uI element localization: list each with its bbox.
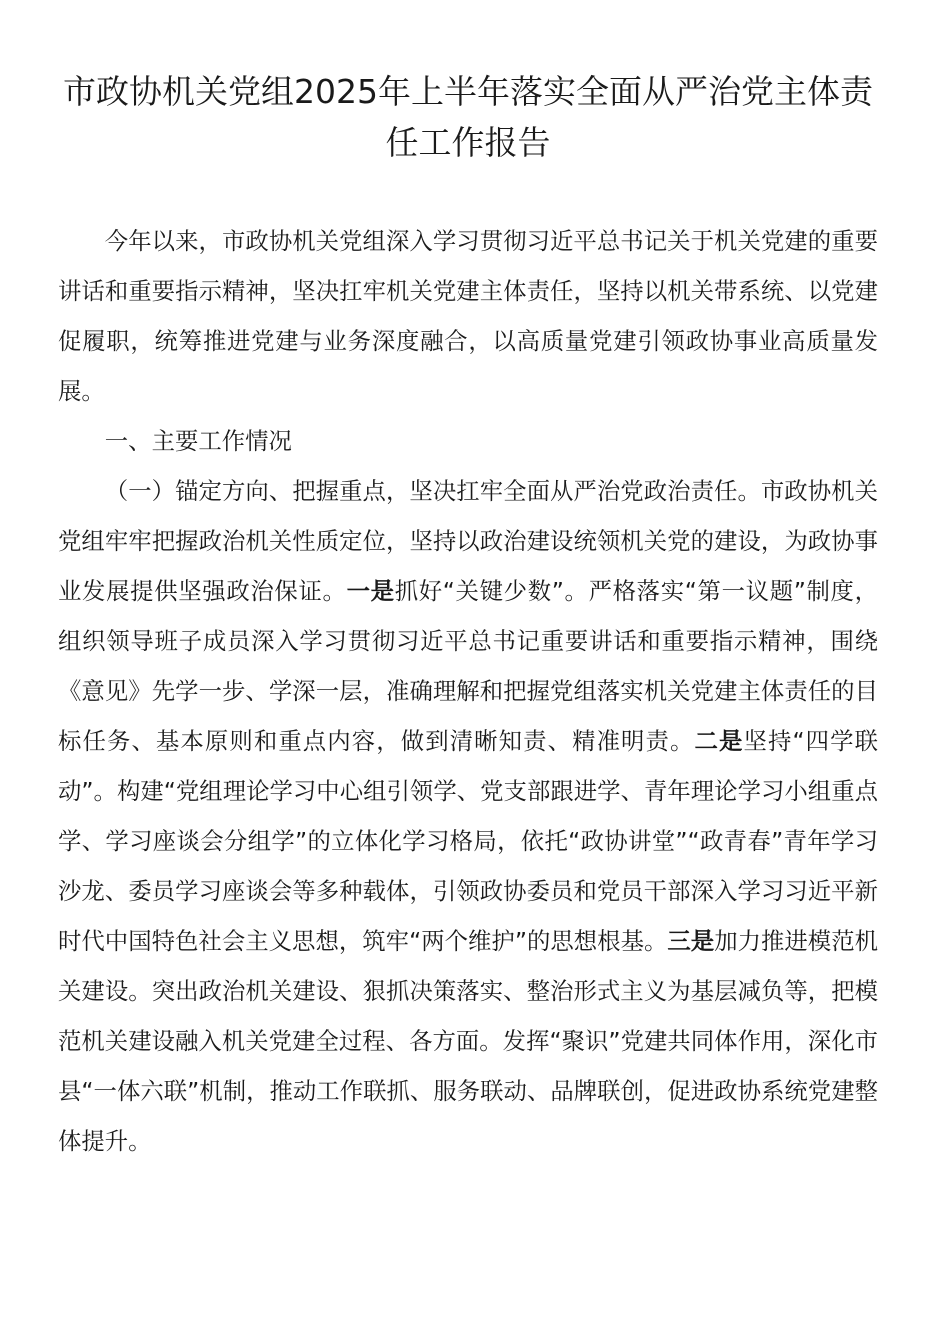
- point-marker-3: 三是: [667, 927, 715, 955]
- point-marker-2: 二是: [694, 727, 744, 755]
- subsection-text-4: 加力推进模范机关建设。突出政治机关建设、狠抓决策落实、整治形式主义为基层减负等，把模范机关建设融入机关党建全过程、各方面。发挥“聚识”党建共同体作用，深化市县“一体六联”机制，推动工作联抓、服务联动、品牌联创，促进政协系统党建整体提升。: [58, 927, 879, 1155]
- document-title: 市政协机关党组2025年上半年落实全面从严治党主体责任工作报告: [63, 72, 873, 162]
- subsection-text-3: 坚持“四学联动”。构建“党组理论学习中心组引领学、党支部跟进学、青年理论学习小组重点学、学习座谈会分组学”的立体化学习格局，依托“政协讲堂”“政青春”青年学习沙龙、委员学习座谈会等多种载体，引领政协委员和党员干部深入学习习近平新时代中国特色社会主义思想，筑牢“两个维护”的思想根基。: [58, 727, 879, 955]
- subsection-paragraph: [58, 466, 878, 1166]
- intro-paragraph: 今年以来，市政协机关党组深入学习贯彻习近平总书记关于机关党建的重要讲话和重要指示精神，坚决扛牢机关党建主体责任，坚持以机关带系统、以党建促履职，统筹推进党建与业务深度融合，以高质量党建引领政协事业高质量发展。: [58, 227, 878, 405]
- subsection-text-1: （一）锚定方向、把握重点，坚决扛牢全面从严治党政治责任。市政协机关党组牢牢把握政治机关性质定位，坚持以政治建设统领机关党的建设，为政协事业发展提供坚强政治保证。: [58, 477, 878, 605]
- point-marker-1: 一是: [346, 577, 395, 605]
- section-heading-main-work: 一、主要工作情况: [104, 427, 292, 455]
- subsection-text-2: 抓好“关键少数”。严格落实“第一议题”制度，组织领导班子成员深入学习贯彻习近平总书记重要讲话和重要指示精神，围绕《意见》先学一步、学深一层，准确理解和把握党组落实机关党建主体责任的目标任务、基本原则和重点内容，做到清晰知责、精准明责。: [58, 577, 878, 755]
